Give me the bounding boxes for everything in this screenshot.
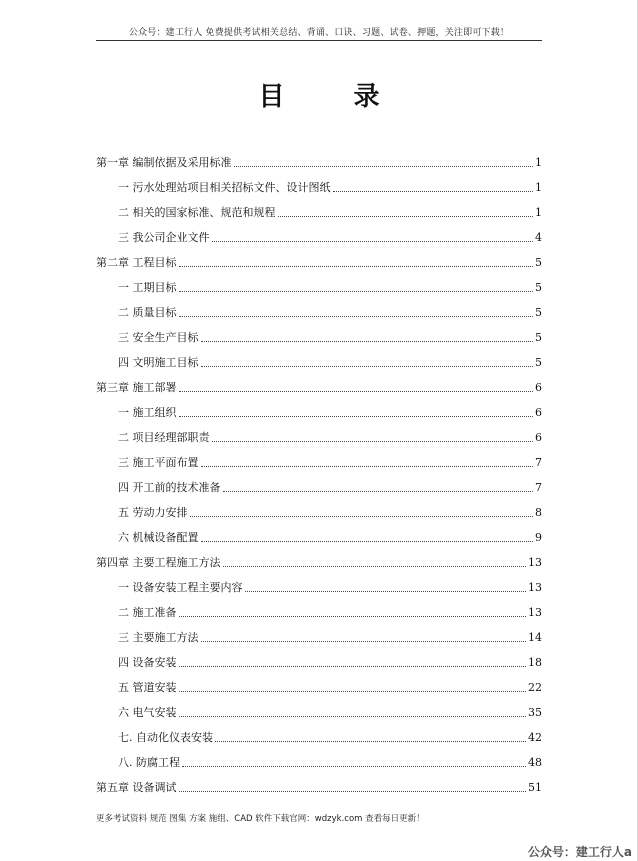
toc-dot-leader (179, 716, 527, 717)
toc-entry-label: 二 施工准备 (118, 606, 177, 619)
page-footer: 更多考试资料 规范 图集 方案 施组、CAD 软件下载官网：wdzyk.com 查看每日更新！ (96, 814, 425, 824)
toc-page-number: 5 (535, 256, 542, 269)
toc-page-number: 7 (535, 456, 542, 469)
toc-page-number: 1 (535, 206, 542, 219)
toc-page-number: 6 (535, 381, 542, 394)
toc-page-number: 5 (535, 306, 542, 319)
toc-section-entry[interactable] (96, 420, 542, 445)
toc-dot-leader (201, 341, 534, 342)
toc-section-entry[interactable] (96, 220, 542, 245)
toc-dot-leader (179, 666, 527, 667)
toc-page-number: 13 (528, 556, 542, 569)
toc-entry-label: 第二章 工程目标 (96, 256, 177, 269)
toc-entry-label: 二 相关的国家标准、规范和规程 (118, 206, 276, 219)
toc-entry-label: 三 安全生产目标 (118, 331, 199, 344)
toc-entry-label: 第五章 设备调试 (96, 781, 177, 794)
toc-page-number: 14 (528, 631, 542, 644)
toc-entry-label: 一 施工组织 (118, 406, 177, 419)
table-of-contents (96, 145, 542, 795)
toc-page-number: 6 (535, 431, 542, 444)
toc-dot-leader (212, 441, 534, 442)
toc-page-number: 48 (528, 756, 542, 769)
toc-section-entry[interactable] (96, 495, 542, 520)
toc-dot-leader (201, 366, 534, 367)
watermark: 公众号：建工行人a (527, 845, 632, 859)
toc-entry-label: 三 我公司企业文件 (118, 231, 210, 244)
toc-section-entry[interactable] (96, 745, 542, 770)
toc-section-entry[interactable] (96, 270, 542, 295)
toc-entry-label: 五 管道安装 (118, 681, 177, 694)
toc-entry-label: 五 劳动力安排 (118, 506, 188, 519)
toc-dot-leader (215, 741, 526, 742)
toc-entry-label: 二 项目经理部职责 (118, 431, 210, 444)
toc-dot-leader (201, 641, 527, 642)
toc-entry-label: 六 电气安装 (118, 706, 177, 719)
toc-section-entry[interactable] (96, 445, 542, 470)
toc-chapter-entry[interactable] (96, 370, 542, 395)
page-title: 目 录 (258, 82, 410, 112)
toc-entry-label: 六 机械设备配置 (118, 531, 199, 544)
toc-section-entry[interactable] (96, 570, 542, 595)
toc-page-number: 4 (535, 231, 542, 244)
toc-page-number: 13 (528, 581, 542, 594)
toc-dot-leader (179, 391, 534, 392)
toc-chapter-entry[interactable] (96, 545, 542, 570)
toc-section-entry[interactable] (96, 295, 542, 320)
toc-entry-label: 第三章 施工部署 (96, 381, 177, 394)
toc-dot-leader (333, 191, 534, 192)
toc-page-number: 18 (528, 656, 542, 669)
toc-section-entry[interactable] (96, 595, 542, 620)
toc-dot-leader (278, 216, 534, 217)
toc-page-number: 5 (535, 331, 542, 344)
toc-dot-leader (179, 316, 534, 317)
toc-chapter-entry[interactable] (96, 770, 542, 795)
toc-section-entry[interactable] (96, 645, 542, 670)
toc-dot-leader (234, 166, 534, 167)
toc-page-number: 9 (535, 531, 542, 544)
toc-section-entry[interactable] (96, 395, 542, 420)
toc-section-entry[interactable] (96, 620, 542, 645)
toc-entry-label: 一 污水处理站项目相关招标文件、设计图纸 (118, 181, 331, 194)
toc-page-number: 1 (535, 156, 542, 169)
toc-entry-label: 第四章 主要工程施工方法 (96, 556, 221, 569)
toc-section-entry[interactable] (96, 195, 542, 220)
toc-dot-leader (179, 791, 527, 792)
toc-section-entry[interactable] (96, 470, 542, 495)
toc-section-entry[interactable] (96, 345, 542, 370)
toc-entry-label: 一 设备安装工程主要内容 (118, 581, 243, 594)
toc-page-number: 1 (535, 181, 542, 194)
toc-section-entry[interactable] (96, 670, 542, 695)
toc-section-entry[interactable] (96, 170, 542, 195)
toc-page-number: 35 (528, 706, 542, 719)
toc-entry-label: 一 工期目标 (118, 281, 177, 294)
toc-entry-label: 四 文明施工目标 (118, 356, 199, 369)
toc-dot-leader (201, 466, 534, 467)
toc-section-entry[interactable] (96, 695, 542, 720)
toc-section-entry[interactable] (96, 720, 542, 745)
toc-entry-label: 第一章 编制依据及采用标准 (96, 156, 232, 169)
toc-chapter-entry[interactable] (96, 245, 542, 270)
toc-dot-leader (223, 566, 527, 567)
toc-section-entry[interactable] (96, 520, 542, 545)
toc-entry-label: 四 开工前的技术准备 (118, 481, 221, 494)
toc-page-number: 5 (535, 281, 542, 294)
toc-dot-leader (179, 691, 527, 692)
toc-dot-leader (179, 291, 534, 292)
toc-dot-leader (179, 616, 527, 617)
toc-page-number: 42 (528, 731, 542, 744)
toc-dot-leader (201, 541, 534, 542)
toc-entry-label: 四 设备安装 (118, 656, 177, 669)
toc-chapter-entry[interactable] (96, 145, 542, 170)
toc-dot-leader (223, 491, 534, 492)
toc-page-number: 8 (535, 506, 542, 519)
toc-dot-leader (179, 416, 534, 417)
toc-dot-leader (182, 766, 526, 767)
toc-entry-label: 八. 防腐工程 (118, 756, 180, 769)
toc-page-number: 7 (535, 481, 542, 494)
page-header: 公众号：建工行人 免费提供考试相关总结、背诵、口诀、习题、试卷、押题，关注即可下载！ (128, 28, 510, 38)
toc-page-number: 51 (528, 781, 542, 794)
toc-page-number: 22 (528, 681, 542, 694)
toc-entry-label: 三 主要施工方法 (118, 631, 199, 644)
toc-dot-leader (190, 516, 534, 517)
toc-entry-label: 三 施工平面布置 (118, 456, 199, 469)
toc-section-entry[interactable] (96, 320, 542, 345)
header-rule (96, 40, 542, 41)
toc-dot-leader (245, 591, 527, 592)
toc-entry-label: 二 质量目标 (118, 306, 177, 319)
toc-entry-label: 七. 自动化仪表安装 (118, 731, 213, 744)
toc-dot-leader (212, 241, 534, 242)
toc-dot-leader (179, 266, 534, 267)
toc-page-number: 6 (535, 406, 542, 419)
toc-page-number: 5 (535, 356, 542, 369)
toc-page-number: 13 (528, 606, 542, 619)
